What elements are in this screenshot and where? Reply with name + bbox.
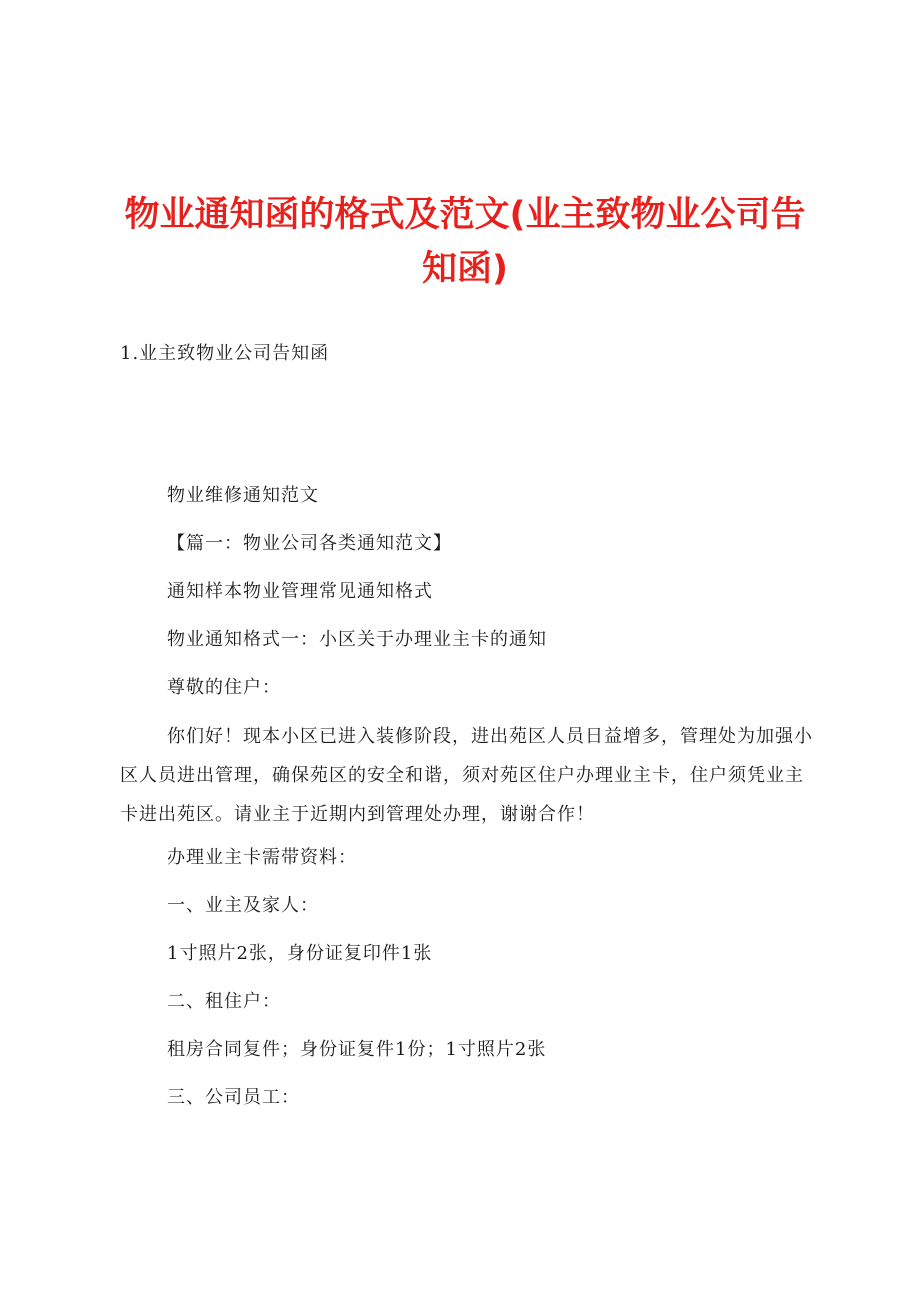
paragraph: 办理业主卡需带资料： — [167, 847, 357, 868]
paragraph: 租房合同复件；身份证复件1份；1寸照片2张 — [167, 1039, 547, 1060]
paragraph: 你们好！现本小区已进入装修阶段，进出苑区人员日益增多，管理处为加强小区人员进出管理，确保苑区的安全和谐，须对苑区住户办理业主卡，住户须凭业主卡进出苑区。请业主于近期内到管理处办理，谢谢合作！ — [120, 726, 813, 825]
paragraph: 通知样本物业管理常见通知格式 — [167, 581, 433, 602]
paragraph: 【篇一：物业公司各类通知范文】 — [167, 533, 452, 554]
paragraph: 尊敬的住户： — [167, 677, 281, 698]
document-title: 物业通知函的格式及范文(业主致物业公司告知函) — [124, 195, 806, 289]
paragraph: 一、业主及家人： — [167, 895, 319, 916]
paragraph: 物业通知格式一：小区关于办理业主卡的通知 — [167, 629, 547, 650]
paragraph: 1寸照片2张，身份证复印件1张 — [167, 943, 433, 964]
paragraph: 物业维修通知范文 — [167, 485, 319, 506]
paragraph: 二、租住户： — [167, 991, 281, 1012]
paragraph: 三、公司员工： — [167, 1087, 300, 1108]
document-body — [120, 481, 820, 1131]
section-heading: 1.业主致物业公司告知函 — [120, 343, 330, 364]
